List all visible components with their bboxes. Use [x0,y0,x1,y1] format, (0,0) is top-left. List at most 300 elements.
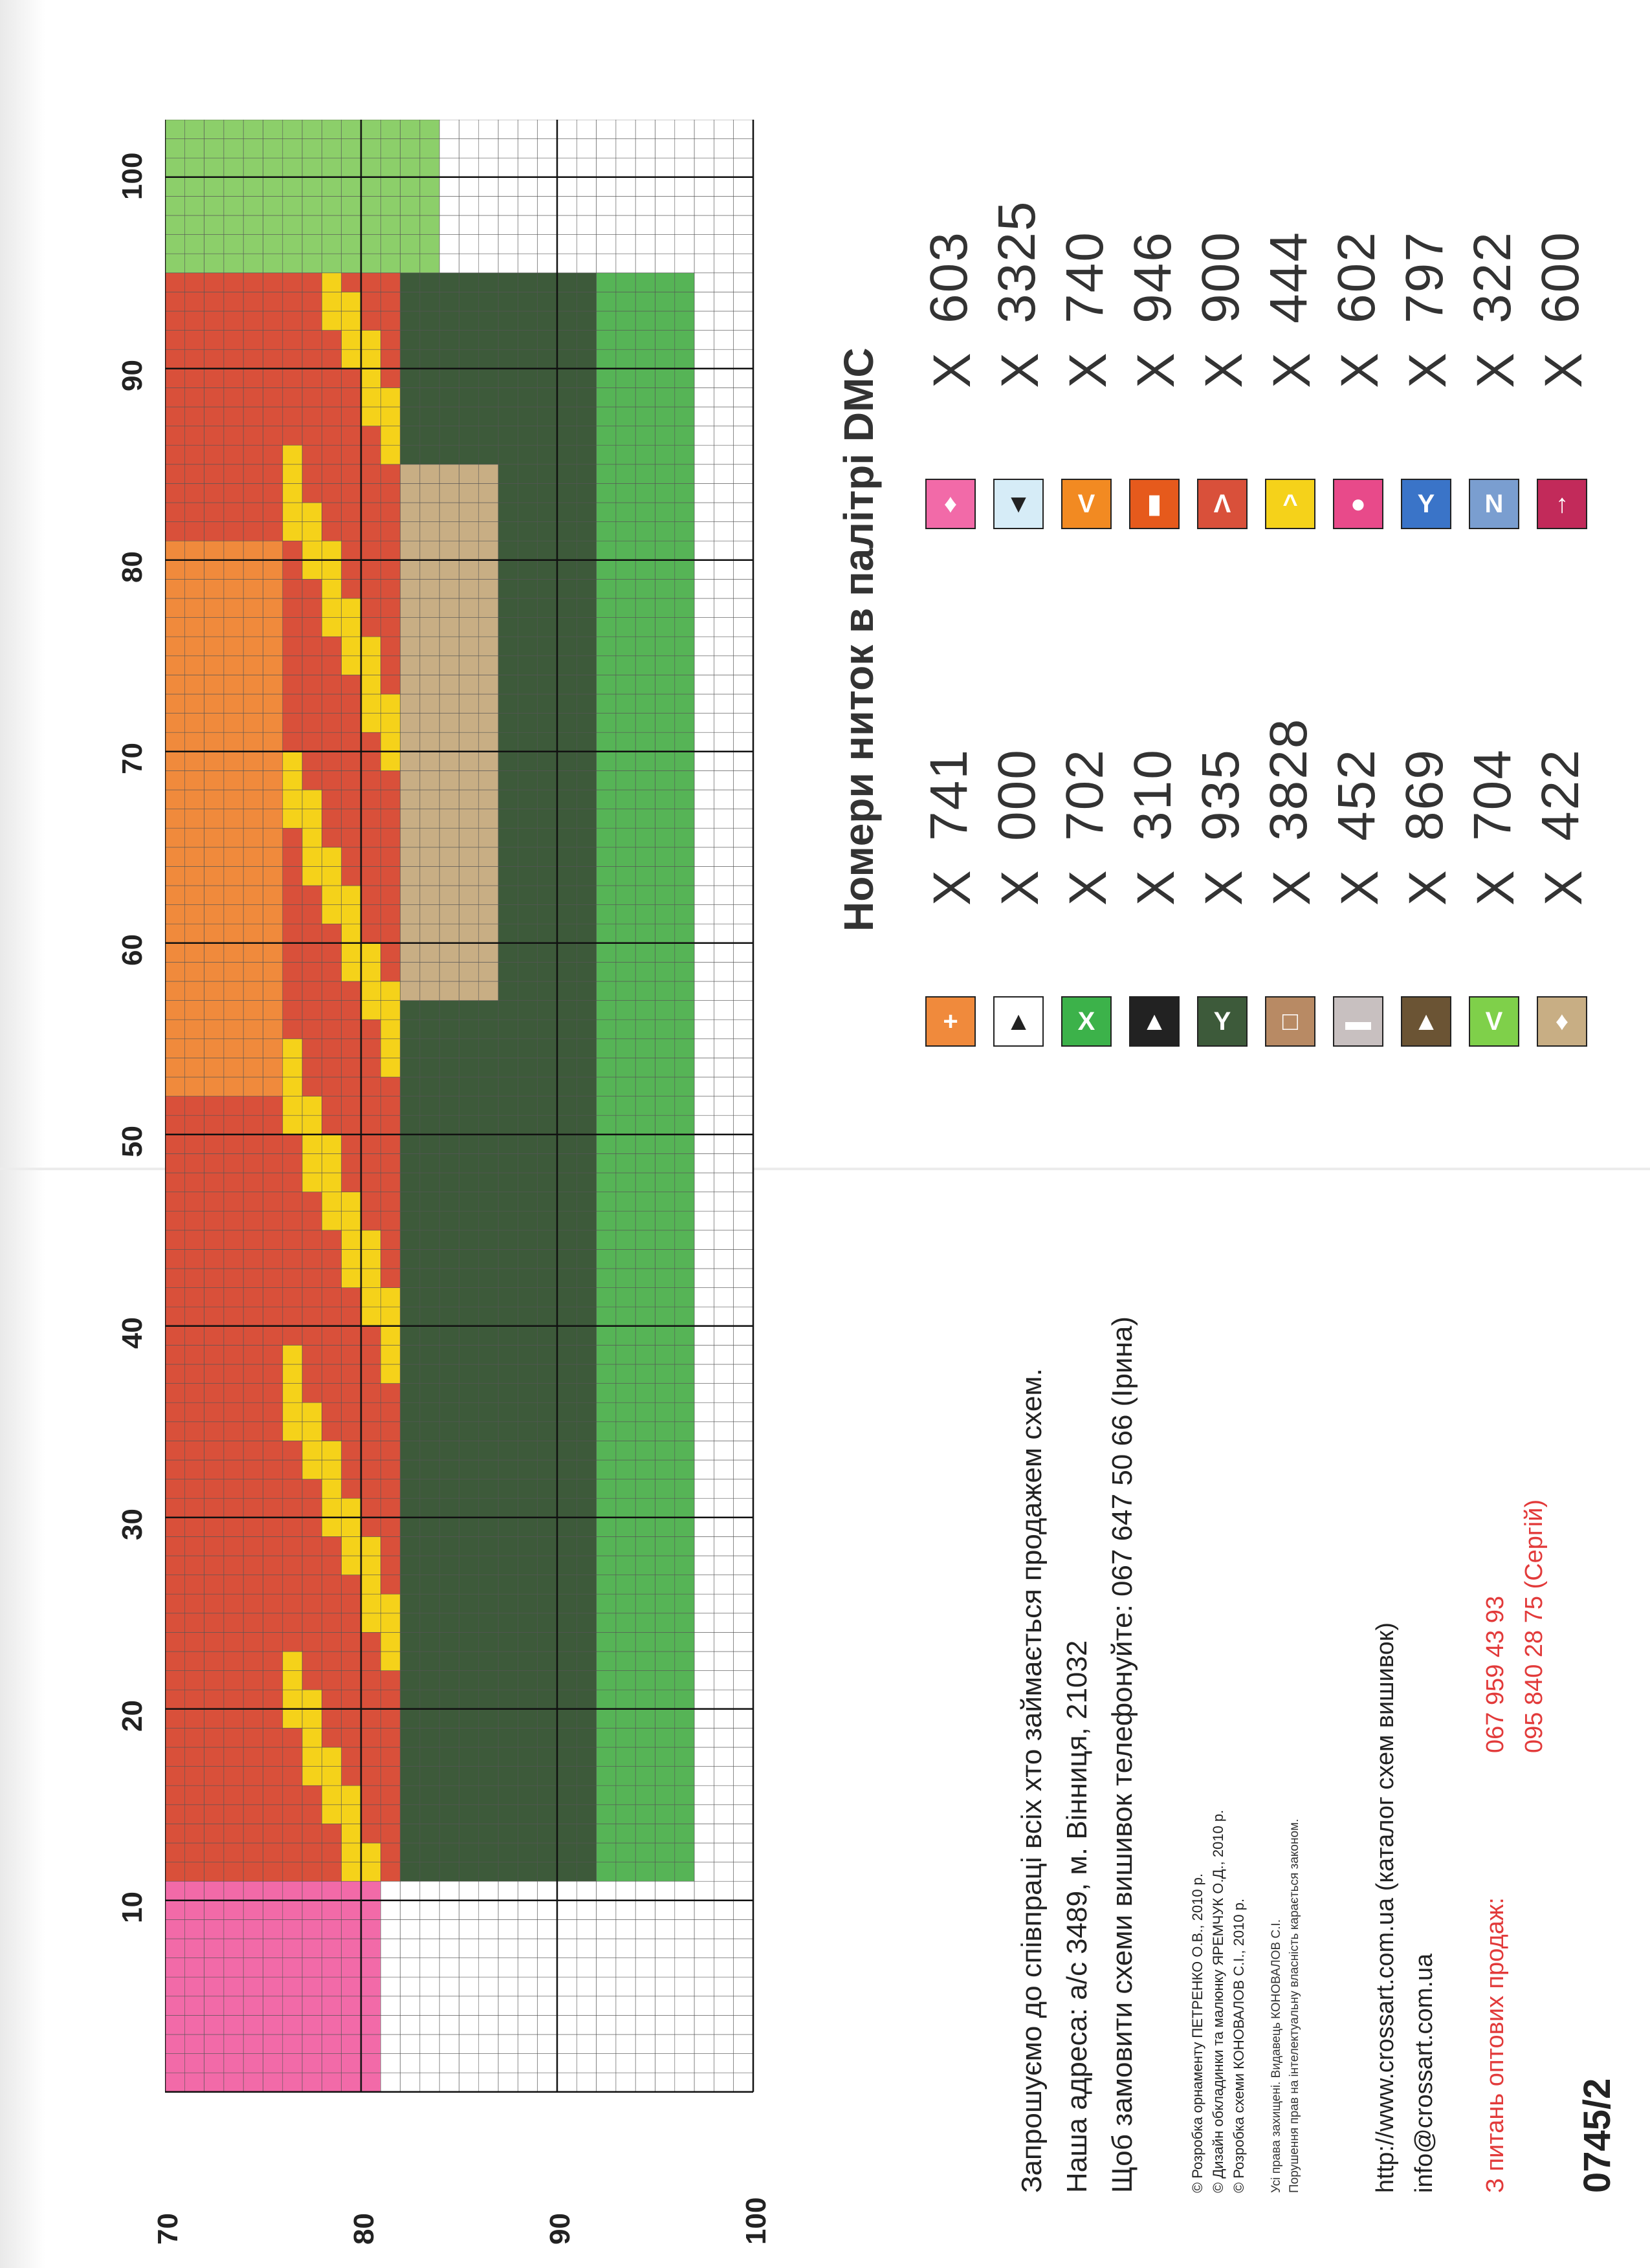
chart-cell [635,1173,655,1192]
chart-cell [538,522,557,541]
chart-cell [342,1402,361,1422]
chart-cell [675,1345,694,1364]
chart-cell [184,579,204,598]
chart-cell [479,1498,498,1518]
chart-cell [538,1901,557,1920]
chart-cell [361,1785,380,1805]
chart-cell [459,1288,479,1307]
chart-cell [342,752,361,771]
chart-cell [204,560,224,580]
chart-cell [734,886,753,905]
chart-cell [655,522,675,541]
chart-cell [420,790,439,809]
chart-cell [694,1536,714,1556]
chart-cell [322,1441,341,1460]
chart-cell [538,1001,557,1020]
chart-cell [538,445,557,464]
chart-cell [420,158,439,177]
chart-cell [459,770,479,790]
chart-cell [597,1785,616,1805]
chart-cell [184,2073,204,2092]
chart-cell [694,1441,714,1460]
chart-cell [361,809,380,829]
chart-cell [302,943,322,963]
chart-cell [459,1843,479,1862]
chart-cell [420,196,439,215]
chart-cell [283,1249,302,1269]
chart-cell [401,1939,420,1958]
chart-cell [322,426,341,446]
chart-cell [302,732,322,752]
chart-cell [184,1402,204,1422]
chart-cell [635,656,655,675]
chart-cell [380,1881,400,1901]
chart-cell [577,905,596,924]
chart-cell [498,886,518,905]
legend-x-mark: X [1330,353,1389,388]
chart-cell [263,1901,283,1920]
chart-cell [263,503,283,522]
chart-cell [538,369,557,388]
chart-cell [616,1977,635,1996]
chart-cell [342,1288,361,1307]
chart-cell [401,943,420,963]
chart-cell [302,886,322,905]
chart-cell [498,1173,518,1192]
chart-cell [283,809,302,829]
chart-cell [694,464,714,484]
chart-cell [243,790,263,809]
chart-cell [243,1901,263,1920]
chart-cell [184,962,204,981]
chart-cell [597,1230,616,1250]
legend-thread-number: 946 [1123,231,1182,323]
legend-thread-number: 000 [987,748,1046,841]
chart-cell [518,235,537,254]
chart-cell [635,1977,655,1996]
chart-cell [302,349,322,369]
chart-cell [459,120,479,139]
chart-cell [577,1843,596,1862]
chart-cell [361,1460,380,1479]
chart-cell [635,1460,655,1479]
chart-cell [224,1843,243,1862]
chart-cell [243,905,263,924]
chart-cell [577,981,596,1001]
chart-cell [263,1058,283,1077]
chart-cell [655,790,675,809]
chart-cell [577,1058,596,1077]
chart-cell [734,349,753,369]
chart-cell [675,1824,694,1843]
chart-cell [184,1269,204,1288]
chart-cell [302,1402,322,1422]
chart-cell [597,1862,616,1882]
chart-cell [342,924,361,943]
chart-cell [322,981,341,1001]
chart-cell [597,1518,616,1537]
chart-cell [322,464,341,484]
chart-cell [361,1671,380,1690]
chart-cell [322,503,341,522]
chart-cell [459,1747,479,1767]
chart-cell [322,1269,341,1288]
chart-cell [283,503,302,522]
column-number-label: 10 [116,1891,148,1923]
chart-cell [498,981,518,1001]
chart-cell [302,1518,322,1537]
chart-cell [538,1919,557,1939]
chart-cell [283,2054,302,2073]
chart-cell [342,1556,361,1575]
chart-cell [243,1652,263,1671]
chart-cell [714,311,733,331]
legend-swatch: ▬ [1333,996,1383,1047]
chart-cell [714,1747,733,1767]
chart-cell [479,714,498,733]
chart-cell [420,254,439,273]
chart-cell [479,1613,498,1633]
chart-cell [401,1843,420,1862]
chart-cell [380,387,400,407]
chart-cell [518,1077,537,1096]
chart-cell [597,120,616,139]
chart-cell [224,905,243,924]
chart-cell [655,847,675,867]
chart-cell [184,1020,204,1039]
chart-cell [204,215,224,235]
chart-cell [243,177,263,197]
chart-cell [557,809,577,829]
chart-cell [538,1058,557,1077]
chart-cell [714,1115,733,1135]
chart-cell [635,1767,655,1786]
chart-cell [224,1498,243,1518]
chart-cell [616,196,635,215]
chart-cell [577,1249,596,1269]
chart-cell [616,714,635,733]
chart-cell [420,331,439,350]
chart-cell [577,1364,596,1384]
chart-cell [439,1919,459,1939]
chart-cell [439,1575,459,1595]
chart-cell [165,387,184,407]
chart-cell [165,1153,184,1173]
chart-cell [420,215,439,235]
chart-cell [401,637,420,656]
chart-cell [263,349,283,369]
chart-cell [361,387,380,407]
chart-cell [184,1594,204,1613]
chart-cell [734,924,753,943]
chart-cell [597,2015,616,2034]
chart-cell [635,1230,655,1250]
chart-cell [322,2015,341,2034]
chart-cell [302,2034,322,2054]
chart-cell [694,445,714,464]
chart-cell [675,2034,694,2054]
chart-cell [420,1384,439,1403]
chart-cell [597,1747,616,1767]
chart-cell [675,1249,694,1269]
chart-cell [302,579,322,598]
chart-cell [538,1402,557,1422]
chart-cell [459,828,479,847]
chart-cell [243,962,263,981]
chart-cell [420,1422,439,1441]
chart-cell [165,120,184,139]
chart-cell [439,1862,459,1882]
chart-cell [165,407,184,426]
chart-cell [401,331,420,350]
chart-cell [361,1575,380,1595]
chart-cell [302,1345,322,1364]
legend-thread-number: 422 [1531,748,1590,841]
chart-cell [204,1001,224,1020]
chart-cell [204,1211,224,1230]
chart-cell [322,752,341,771]
chart-cell [184,1096,204,1116]
chart-cell [380,1709,400,1728]
chart-cell [401,1135,420,1154]
chart-cell [655,1058,675,1077]
chart-cell [380,866,400,886]
chart-cell [557,1556,577,1575]
chart-cell [616,1460,635,1479]
chart-cell [734,618,753,637]
chart-cell [342,1709,361,1728]
chart-cell [655,120,675,139]
chart-cell [322,1575,341,1595]
chart-cell [616,1326,635,1346]
chart-cell [518,732,537,752]
chart-cell [322,1173,341,1192]
chart-cell [204,1518,224,1537]
chart-cell [498,1919,518,1939]
chart-cell [498,1153,518,1173]
chart-cell [322,292,341,311]
chart-cell [557,522,577,541]
chart-cell [518,445,537,464]
chart-cell [401,426,420,446]
chart-cell [322,1632,341,1652]
chart-cell [597,1001,616,1020]
legend-thread-number: 900 [1191,231,1250,323]
chart-cell [577,1269,596,1288]
chart-cell [577,292,596,311]
chart-cell [616,1384,635,1403]
chart-cell [518,905,537,924]
chart-cell [635,235,655,254]
chart-cell [655,1230,675,1250]
chart-cell [361,215,380,235]
chart-cell [401,2054,420,2073]
chart-cell [577,522,596,541]
chart-cell [479,1996,498,2016]
chart-cell [577,714,596,733]
chart-cell [479,579,498,598]
chart-cell [577,215,596,235]
chart-cell [479,1843,498,1862]
chart-cell [577,254,596,273]
chart-cell [734,790,753,809]
chart-cell [184,541,204,560]
chart-cell [538,483,557,503]
chart-cell [518,1230,537,1250]
chart-cell [322,139,341,158]
chart-cell [361,331,380,350]
chart-cell [616,790,635,809]
chart-cell [616,656,635,675]
chart-cell [498,1345,518,1364]
chart-cell [655,1020,675,1039]
chart-cell [342,1671,361,1690]
chart-cell [597,560,616,580]
chart-cell [283,254,302,273]
chart-cell [479,1402,498,1422]
chart-cell [263,790,283,809]
chart-cell [263,714,283,733]
chart-cell [439,770,459,790]
chart-cell [184,1996,204,2016]
chart-cell [342,1652,361,1671]
chart-cell [380,1288,400,1307]
chart-cell [165,1862,184,1882]
chart-cell [204,139,224,158]
legend-swatch: ▲ [993,996,1044,1047]
chart-cell [694,1077,714,1096]
chart-cell [361,1556,380,1575]
chart-cell [165,1096,184,1116]
chart-cell [635,445,655,464]
chart-cell [675,1192,694,1212]
chart-cell [577,1153,596,1173]
chart-cell [243,714,263,733]
chart-cell [714,1709,733,1728]
chart-cell [459,752,479,771]
chart-cell [184,1747,204,1767]
chart-cell [184,905,204,924]
chart-cell [380,1862,400,1882]
chart-cell [694,1135,714,1154]
chart-cell [635,675,655,694]
chart-cell [263,254,283,273]
chart-cell [380,158,400,177]
chart-cell [224,1384,243,1403]
chart-cell [675,1020,694,1039]
chart-cell [694,483,714,503]
chart-cell [538,292,557,311]
chart-cell [714,1096,733,1116]
chart-cell [557,847,577,867]
chart-cell [635,981,655,1001]
chart-cell [243,1977,263,1996]
chart-cell [302,1652,322,1671]
chart-cell [597,1824,616,1843]
chart-cell [224,1269,243,1288]
chart-cell [734,2073,753,2092]
chart-cell [283,618,302,637]
chart-cell [616,1518,635,1537]
chart-cell [420,2054,439,2073]
chart-cell [538,943,557,963]
website-link[interactable]: http://www.crossart.com.ua (каталог схем вишивок) [1372,1622,1399,2193]
chart-cell [498,158,518,177]
chart-cell [675,292,694,311]
chart-cell [675,1326,694,1346]
chart-cell [184,1843,204,1862]
chart-cell [694,924,714,943]
chart-cell [420,1709,439,1728]
chart-cell [204,694,224,714]
chart-cell [479,1288,498,1307]
chart-cell [498,1479,518,1499]
chart-cell [204,1384,224,1403]
chart-cell [322,1881,341,1901]
chart-cell [714,273,733,292]
chart-cell [734,809,753,829]
chart-cell [243,752,263,771]
chart-cell [557,1077,577,1096]
chart-cell [479,1307,498,1326]
chart-cell [263,1977,283,1996]
chart-cell [401,752,420,771]
chart-cell [302,1747,322,1767]
chart-cell [342,1747,361,1767]
chart-cell [734,1958,753,1978]
chart-cell [694,2015,714,2034]
chart-cell [322,1536,341,1556]
chart-cell [283,1077,302,1096]
chart-cell [479,1192,498,1212]
chart-cell [342,1441,361,1460]
chart-cell [655,1901,675,1920]
chart-cell [243,349,263,369]
chart-cell [479,694,498,714]
chart-cell [283,1536,302,1556]
chart-cell [322,770,341,790]
chart-cell [538,847,557,867]
chart-cell [557,579,577,598]
chart-cell [459,349,479,369]
chart-cell [322,1556,341,1575]
chart-cell [557,1135,577,1154]
chart-cell [322,675,341,694]
chart-cell [420,407,439,426]
chart-cell [283,483,302,503]
chart-cell [459,1269,479,1288]
chart-cell [734,962,753,981]
chart-cell [342,962,361,981]
chart-cell [243,598,263,618]
chart-cell [538,1881,557,1901]
chart-cell [459,886,479,905]
chart-cell [401,1556,420,1575]
chart-cell [165,158,184,177]
chart-cell [479,905,498,924]
chart-cell [557,1613,577,1633]
email-link[interactable]: info@crossart.com.ua [1411,1953,1438,2193]
chart-cell [322,1498,341,1518]
chart-cell [538,503,557,522]
chart-cell [263,1288,283,1307]
chart-cell [361,866,380,886]
chart-cell [420,560,439,580]
chart-cell [655,1862,675,1882]
chart-cell [694,1556,714,1575]
chart-cell [342,1939,361,1958]
chart-cell [165,1020,184,1039]
